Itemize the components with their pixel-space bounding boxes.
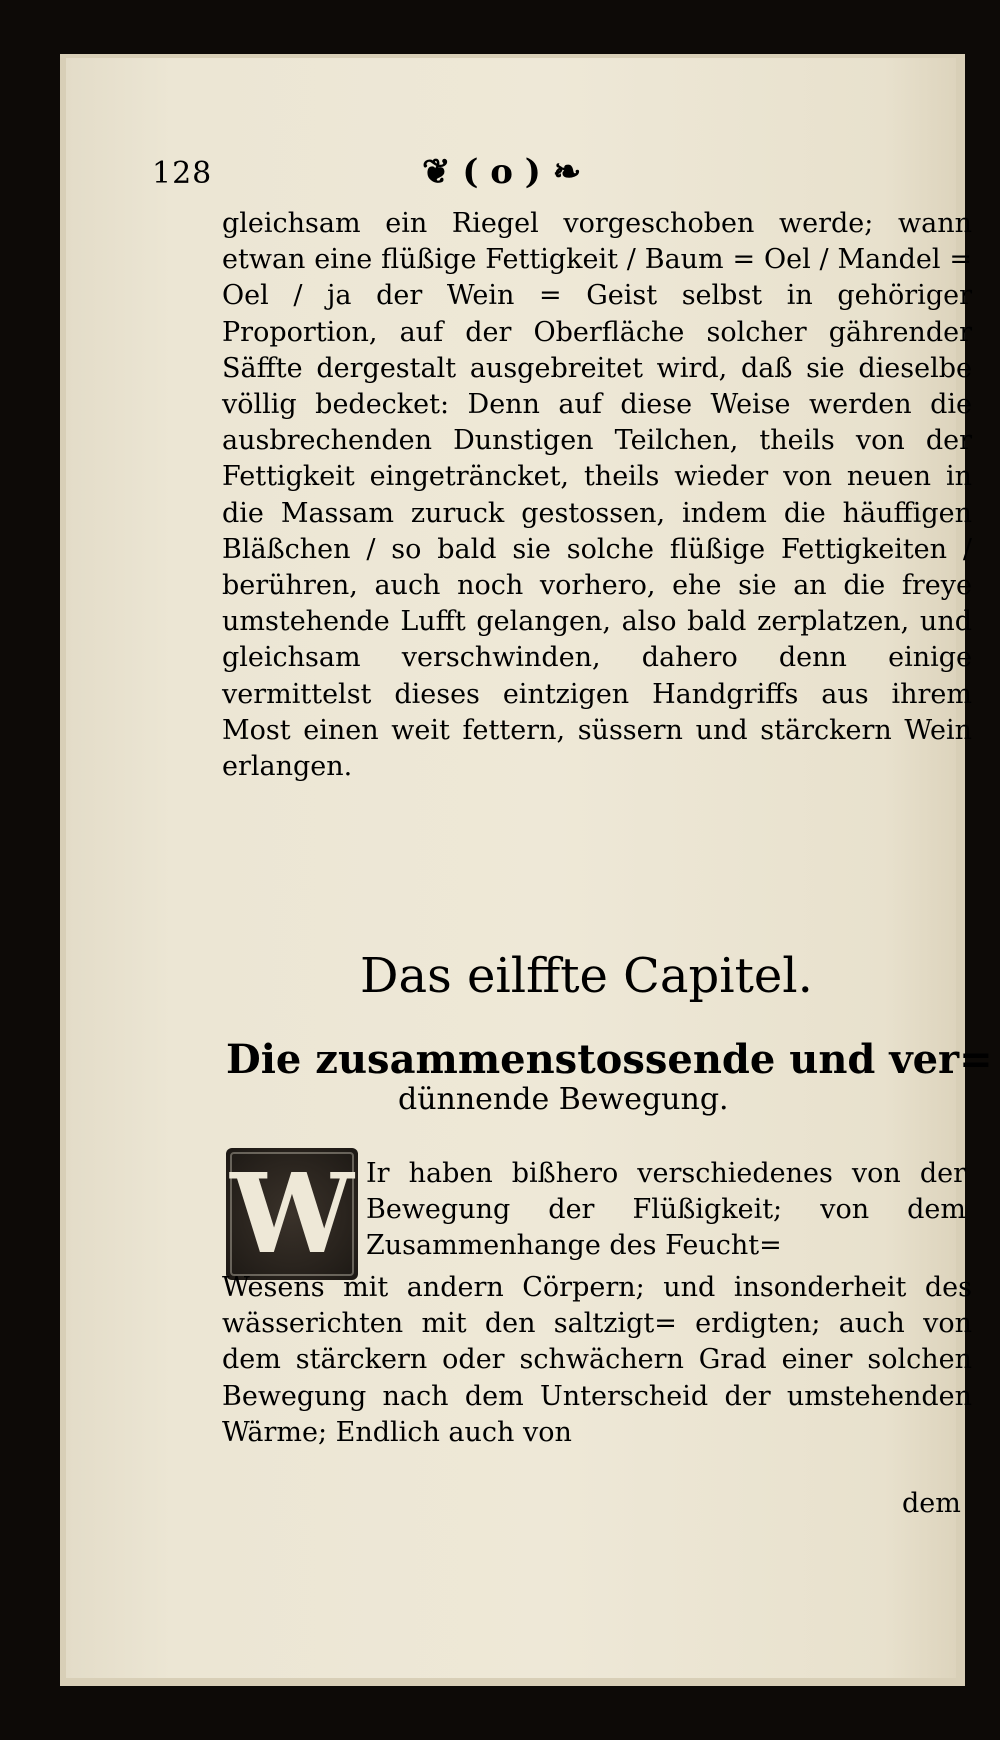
catchword: dem [902, 1488, 961, 1519]
page-header [152, 150, 692, 200]
decorated-initial: W [226, 1148, 358, 1280]
paragraph-2-continued: Wesens mit andern Cörpern; und insonderheit des wässerichten mit den saltzigt= erdigten; auch von dem stärckern oder schwächern Grad einer solchen Bewegung nach dem Unterscheid der umstehenden Wärme; Endlich auch von [222, 1272, 972, 1448]
paragraph-1: gleichsam ein Riegel vorgeschoben werde; wann etwan eine flüßige Fettigkeit / Baum = Oel / Mandel = Oel / ja der Wein = Geist selbst in gehöriger Proportion, auf der Oberfläche solcher gährender Säffte dergestalt ausgebreitet wird, daß sie dieselbe völlig bedecket: Denn auf diese Weise werden die ausbrechenden Dunstigen Teilchen, theils von der Fettigkeit eingeträncket, theils wieder von neuen in die Massam zuruck gestossen, indem die häuffigen Bläßchen / so bald sie solche flüßige Fettigkeiten / berühren, auch noch vorhero, ehe sie an die freye umstehende Lufft gelangen, also bald zerplatzen, und gleichsam verschwinden, dahero denn einige vermittelst dieses eintzigen Handgriffs aus ihrem Most einen weit fettern, süssern und stärckern Wein erlangen. [222, 208, 972, 783]
chapter-subtitle-line-1: Die zusammenstossende und ver= [226, 1036, 993, 1083]
page-number: 128 [152, 156, 213, 191]
initial-frame [230, 1152, 354, 1276]
chapter-title: Das eilffte Capitel. [360, 948, 813, 1004]
paragraph-2-indented: Ir haben bißhero verschiedenes von der Bewegung der Flüßigkeit; von dem Zusammenhange des Feucht= [366, 1158, 966, 1261]
chapter-subtitle-line-2: dünnende Bewegung. [398, 1082, 729, 1117]
header-ornament: ❦ ( o ) ❧ [422, 152, 582, 192]
